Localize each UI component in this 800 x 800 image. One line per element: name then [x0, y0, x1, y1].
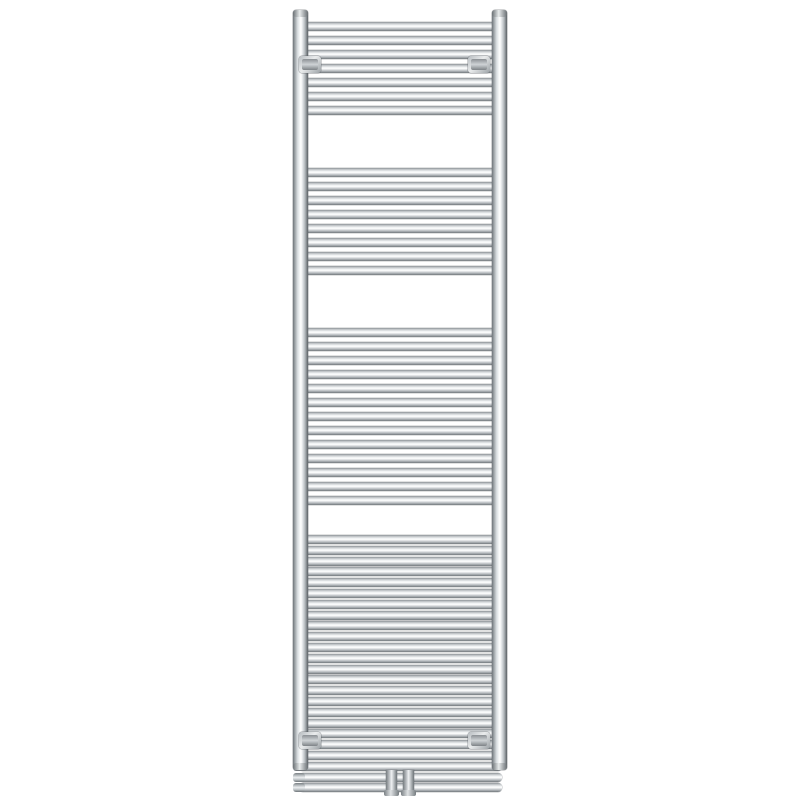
radiator-bar — [299, 697, 502, 706]
radiator-bar — [299, 252, 502, 261]
radiator-bar — [299, 496, 502, 505]
radiator-bar — [299, 773, 502, 782]
bracket-bottom-right — [468, 732, 490, 749]
radiator-bar — [299, 106, 502, 115]
radiator-bar — [299, 546, 502, 555]
radiator-bar — [299, 600, 502, 609]
radiator-bar — [299, 356, 502, 365]
radiator-bar — [299, 621, 502, 630]
radiator-bar — [299, 426, 502, 435]
radiator-bar — [299, 632, 502, 641]
top-right-end-cap — [492, 10, 507, 17]
bracket-notch — [471, 735, 487, 746]
radiator-bar — [299, 567, 502, 576]
radiator-bar — [299, 675, 502, 684]
bracket-top-left — [299, 56, 321, 73]
radiator-bar — [299, 342, 502, 351]
radiator-bar — [299, 665, 502, 674]
bracket-bottom-left — [299, 732, 321, 749]
bracket-notch — [471, 59, 487, 70]
radiator-bar — [299, 328, 502, 337]
bottom-left-end-cap — [293, 763, 308, 770]
radiator-bar — [299, 535, 502, 544]
bracket-notch — [302, 59, 318, 70]
radiator-bar — [299, 266, 502, 275]
radiator-bar — [299, 92, 502, 101]
radiator-bar — [299, 578, 502, 587]
radiator-bar — [299, 454, 502, 463]
left-vertical-manifold — [293, 10, 308, 770]
radiator-bar — [299, 751, 502, 760]
radiator-bar — [299, 762, 502, 771]
radiator-bar — [299, 643, 502, 652]
radiator-bar — [299, 384, 502, 393]
valve-cap — [384, 790, 399, 796]
valve-right — [403, 770, 414, 792]
radiator-bar — [299, 482, 502, 491]
radiator-bar — [299, 78, 502, 87]
radiator-bar — [299, 196, 502, 205]
radiator-bar — [299, 708, 502, 717]
radiator-bar — [299, 182, 502, 191]
radiator-bar — [299, 412, 502, 421]
radiator-bar — [299, 440, 502, 449]
radiator-bar — [299, 210, 502, 219]
radiator-bar — [299, 370, 502, 379]
right-vertical-manifold — [492, 10, 507, 770]
radiator-bar — [299, 611, 502, 620]
radiator-bar — [299, 589, 502, 598]
radiator-bar — [299, 719, 502, 728]
towel-rail-radiator — [293, 10, 507, 785]
valve-cap — [401, 790, 416, 796]
radiator-bar — [299, 36, 502, 45]
radiator-bar — [299, 654, 502, 663]
radiator-bar — [299, 238, 502, 247]
valve-left — [386, 770, 397, 792]
bracket-top-right — [468, 56, 490, 73]
bottom-right-end-cap — [492, 763, 507, 770]
radiator-bar — [299, 224, 502, 233]
radiator-bar — [299, 468, 502, 477]
bracket-notch — [302, 735, 318, 746]
radiator-bar — [299, 686, 502, 695]
radiator-bar — [299, 168, 502, 177]
top-left-end-cap — [293, 10, 308, 17]
radiator-bar — [299, 398, 502, 407]
radiator-bar — [299, 557, 502, 566]
radiator-bar — [299, 22, 502, 31]
